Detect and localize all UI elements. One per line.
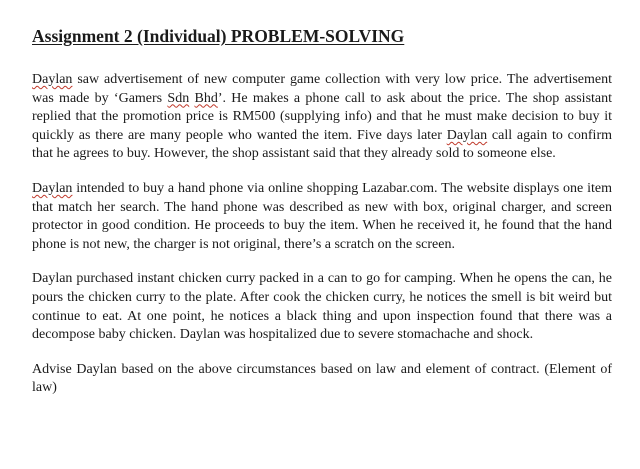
misspelled-word: Daylan <box>32 180 73 196</box>
paragraph-4: Advise Daylan based on the above circumstances based on law and element of contract. (Element of law) <box>32 361 612 396</box>
paragraph-text: call again to confirm that he agrees to buy. However, the shop assistant said that they already sold to someone else. <box>32 127 613 162</box>
paragraph-3: Daylan purchased instant chicken curry packed in a can to go for camping. When he opens the can, he pours the chicken curry to the plate. After cook the chicken curry, he notices the smell is bit weird but continue to eat. At one point, he notices a black thing and upon inspection found that there was a decompose baby chicken. Daylan was hospitalized due to severe stomachache and shock. <box>32 271 612 343</box>
paragraph-text: saw advertisement of new computer game collection with very low price. The advertisement was made by ‘Gamers <box>32 72 612 106</box>
misspelled-word: Daylan <box>446 127 488 143</box>
misspelled-word: Daylan <box>32 72 73 87</box>
misspelled-word: Sdn <box>167 90 190 106</box>
paragraph-1 <box>32 71 612 164</box>
paragraph-2 <box>32 180 612 254</box>
paragraph-text: ’. He makes a phone call to ask about the price. The shop assistant replied that the promotion price is RM500 (supplying info) and that he must make decision to buy it quickly as there are many people who wanted the item. Five days later <box>32 90 613 143</box>
assignment-title: Assignment 2 (Individual) PROBLEM-SOLVING <box>32 26 405 46</box>
misspelled-word: Bhd <box>194 90 218 106</box>
paragraph-text: intended to buy a hand phone via online shopping Lazabar.com. The website displays one item that match her search. The hand phone was described as new with box, original charger, and screen protector in good condition. He proceeds to buy the item. When he received it, he found that the hand phone is not new, the charger is not original, there’s a scratch on the screen. <box>32 180 612 252</box>
